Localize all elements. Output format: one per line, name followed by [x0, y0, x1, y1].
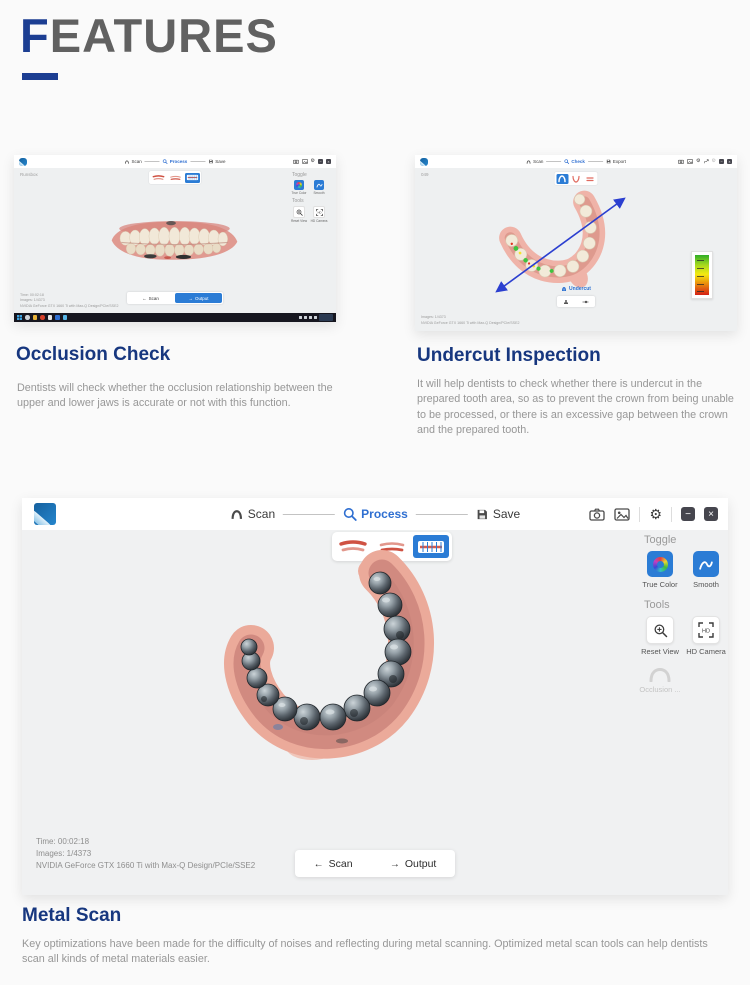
- toggle-section-label: Toggle: [292, 172, 307, 178]
- case-number-label: 049: [421, 172, 429, 177]
- tools-section-label: Tools: [292, 198, 304, 204]
- share-icon[interactable]: [704, 159, 709, 164]
- app-logo-icon: [420, 158, 428, 166]
- minimize-button[interactable]: −: [319, 159, 322, 164]
- breadcrumb-line: [546, 161, 561, 162]
- true-color-button[interactable]: [647, 551, 673, 577]
- left-arrow-icon: ←: [142, 295, 147, 301]
- workflow-breadcrumb: [526, 155, 626, 168]
- tool-panel: Toggle True Color Smooth Tools Reset View HD HD Camera Occlusion ...: [642, 534, 728, 694]
- save-icon: [208, 159, 213, 164]
- hd-camera-button[interactable]: [313, 206, 325, 218]
- output-button[interactable]: → Output: [175, 293, 222, 303]
- app-logo-icon: [34, 503, 56, 525]
- taskbar-app-icon[interactable]: [48, 315, 53, 320]
- windows-taskbar: [14, 313, 336, 322]
- workflow-breadcrumb: [124, 155, 225, 168]
- image-icon[interactable]: [302, 159, 308, 164]
- taskbar-search-icon[interactable]: [25, 315, 30, 320]
- output-button[interactable]: → Output: [389, 857, 437, 870]
- occlusion-description: Dentists will check whether the occlusion relationship between the upper and lower jaws is accurate or not with this function.: [17, 382, 333, 410]
- thumbnail-upper-jaw[interactable]: [151, 173, 166, 183]
- undercut-icon: [561, 286, 567, 292]
- taskbar-app-icon[interactable]: [55, 315, 60, 320]
- metal-description: Key optimizations have been made for the difficulty of noises and reflecting during metal scanning. Optimized metal scan tools can help dentists scan all kinds of metal materials easier.: [22, 938, 708, 966]
- breadcrumb-line: [416, 514, 468, 515]
- breadcrumb-line: [190, 161, 205, 162]
- app-version-label: Runsbox: [20, 172, 38, 177]
- mini-tool-panel: Toggle True Color Smooth Tools Reset View HD HD Camera: [291, 172, 333, 226]
- thumbnail-lower-jaw[interactable]: [168, 173, 183, 183]
- close-button[interactable]: ×: [728, 159, 731, 164]
- app-logo-icon: [19, 158, 27, 166]
- taskbar-browser-icon[interactable]: [40, 315, 45, 320]
- color-wheel-icon: [296, 182, 302, 188]
- lower-jaw-icon: [169, 174, 182, 182]
- occlusion-arch-icon: [648, 668, 672, 682]
- divider: [639, 507, 640, 522]
- occlusion-titlebar: [14, 155, 336, 168]
- smooth-button[interactable]: [314, 180, 324, 190]
- taskbar-explorer-icon[interactable]: [33, 315, 38, 320]
- reset-view-icon: [653, 623, 668, 638]
- title-first-letter: F: [20, 9, 50, 62]
- magnifier-icon: [343, 507, 357, 521]
- taskbar-app-icon[interactable]: [63, 315, 68, 320]
- action-bar: [127, 292, 223, 304]
- undercut-screenshot: [415, 155, 737, 331]
- color-wheel-icon: [653, 557, 668, 572]
- undercut-description: It will help dentists to check whether there is undercut in the prepared tooth area, so as to prevent the crown from being unable to be processed, or there is an excessive gap between the crown and the prepared tooth.: [417, 378, 734, 436]
- titlebar-icons: [678, 159, 732, 164]
- export-icon: [606, 159, 611, 164]
- close-button[interactable]: ×: [327, 159, 330, 164]
- minimize-button[interactable]: −: [720, 159, 723, 164]
- close-button[interactable]: ×: [704, 507, 718, 521]
- breadcrumb-line: [145, 161, 160, 162]
- tab-process[interactable]: Process: [343, 507, 408, 521]
- metal-scan-3d-model[interactable]: [194, 550, 494, 822]
- titlebar-icons: [589, 507, 718, 522]
- image-icon[interactable]: [614, 508, 630, 521]
- settings-gear-icon[interactable]: ⚙: [310, 158, 315, 164]
- preferences-gear-icon[interactable]: ⚙: [711, 158, 716, 164]
- reset-view-button[interactable]: [293, 206, 305, 218]
- taskbar-clock: [319, 314, 333, 321]
- smooth-icon: [316, 182, 323, 188]
- windows-start-icon[interactable]: [17, 315, 22, 320]
- camera-icon[interactable]: [678, 159, 684, 164]
- undercut-3d-model[interactable]: [473, 181, 645, 309]
- tab-save[interactable]: Save: [476, 507, 520, 521]
- taskbar-tray[interactable]: [299, 314, 333, 321]
- view-thumbnails: [149, 171, 201, 184]
- tab-process[interactable]: Process: [163, 159, 188, 164]
- metal-titlebar: [22, 498, 728, 530]
- reset-view-icon: [296, 209, 303, 216]
- metal-heading: Metal Scan: [22, 905, 122, 926]
- undercut-heading: Undercut Inspection: [417, 345, 601, 366]
- settings-gear-icon[interactable]: ⚙: [649, 506, 662, 522]
- tab-scan[interactable]: Scan: [124, 159, 141, 164]
- stamp-icon[interactable]: [563, 299, 569, 305]
- scan-status-info: Images: 1/4373 NVIDIA GeForce GTX 1660 Ti with Max-Q Design/PCIe/SSE2: [421, 315, 520, 325]
- action-bar: [295, 850, 455, 877]
- magnifier-icon: [564, 159, 569, 164]
- title-underline: [22, 73, 58, 80]
- minimize-button[interactable]: −: [681, 507, 695, 521]
- titlebar-icons: [293, 159, 331, 164]
- save-icon: [476, 508, 489, 521]
- tab-export[interactable]: Export: [606, 159, 626, 164]
- left-arrow-icon: ←: [313, 858, 324, 870]
- undercut-color-legend: [691, 251, 713, 299]
- scan-icon: [124, 160, 129, 164]
- thumbnail-occlusion-selected[interactable]: [185, 173, 200, 183]
- tab-save[interactable]: Save: [208, 159, 225, 164]
- tab-scan[interactable]: Scan: [526, 159, 543, 164]
- metal-scan-screenshot: [22, 498, 728, 895]
- image-icon[interactable]: [687, 159, 693, 164]
- tab-check[interactable]: Check: [564, 159, 585, 164]
- reset-view-button[interactable]: [646, 616, 674, 644]
- undercut-toggle[interactable]: Undercut: [561, 286, 591, 292]
- legend-gradient: [695, 255, 709, 295]
- occlusion-view-icon: [186, 173, 199, 182]
- true-color-button[interactable]: [294, 180, 304, 190]
- settings-gear-icon[interactable]: ⚙: [696, 158, 701, 164]
- hd-camera-icon: [698, 622, 714, 638]
- smooth-button[interactable]: [693, 551, 719, 577]
- breadcrumb-line: [283, 514, 335, 515]
- slider-icon[interactable]: [582, 299, 589, 305]
- occlusion-3d-model[interactable]: [102, 210, 247, 268]
- svg-text:HD: HD: [317, 211, 321, 215]
- occlusion-screenshot: [14, 155, 336, 322]
- occlusion-heading: Occlusion Check: [16, 344, 171, 365]
- camera-icon[interactable]: [589, 508, 605, 521]
- tab-scan[interactable]: Scan: [230, 507, 275, 521]
- scan-icon: [526, 160, 531, 164]
- upper-jaw-icon: [152, 174, 165, 182]
- right-arrow-icon: →: [389, 858, 400, 870]
- workflow-breadcrumb: [230, 498, 520, 530]
- title-rest: EATURES: [49, 9, 278, 62]
- magnifier-icon: [163, 159, 168, 164]
- svg-text:HD: HD: [702, 628, 710, 635]
- breadcrumb-line: [588, 161, 603, 162]
- scan-status-info: Time: 00:02:18 Images: 1/4373 NVIDIA GeForce GTX 1660 Ti with Max-Q Design/PCIe/SSE2: [20, 292, 119, 308]
- smooth-icon: [698, 557, 714, 571]
- hd-camera-button[interactable]: [692, 616, 720, 644]
- camera-icon[interactable]: [293, 159, 299, 164]
- scan-icon: [230, 509, 244, 520]
- back-to-scan-button[interactable]: ← Scan: [313, 857, 353, 870]
- back-to-scan-button[interactable]: ← Scan: [142, 295, 159, 301]
- occlusion-button-disabled[interactable]: Occlusion ...: [642, 668, 678, 694]
- hd-camera-icon: [316, 209, 323, 216]
- page-title: [20, 8, 278, 63]
- tools-section-label: Tools: [644, 599, 670, 611]
- scan-status-info: Time: 00:02:18 Images: 1/4373 NVIDIA GeForce GTX 1660 Ti with Max-Q Design/PCIe/SSE2: [36, 837, 256, 870]
- toggle-section-label: Toggle: [644, 534, 677, 546]
- divider: [671, 507, 672, 522]
- undercut-titlebar: [415, 155, 737, 168]
- right-arrow-icon: →: [188, 295, 193, 301]
- undercut-toolbar: [557, 296, 595, 307]
